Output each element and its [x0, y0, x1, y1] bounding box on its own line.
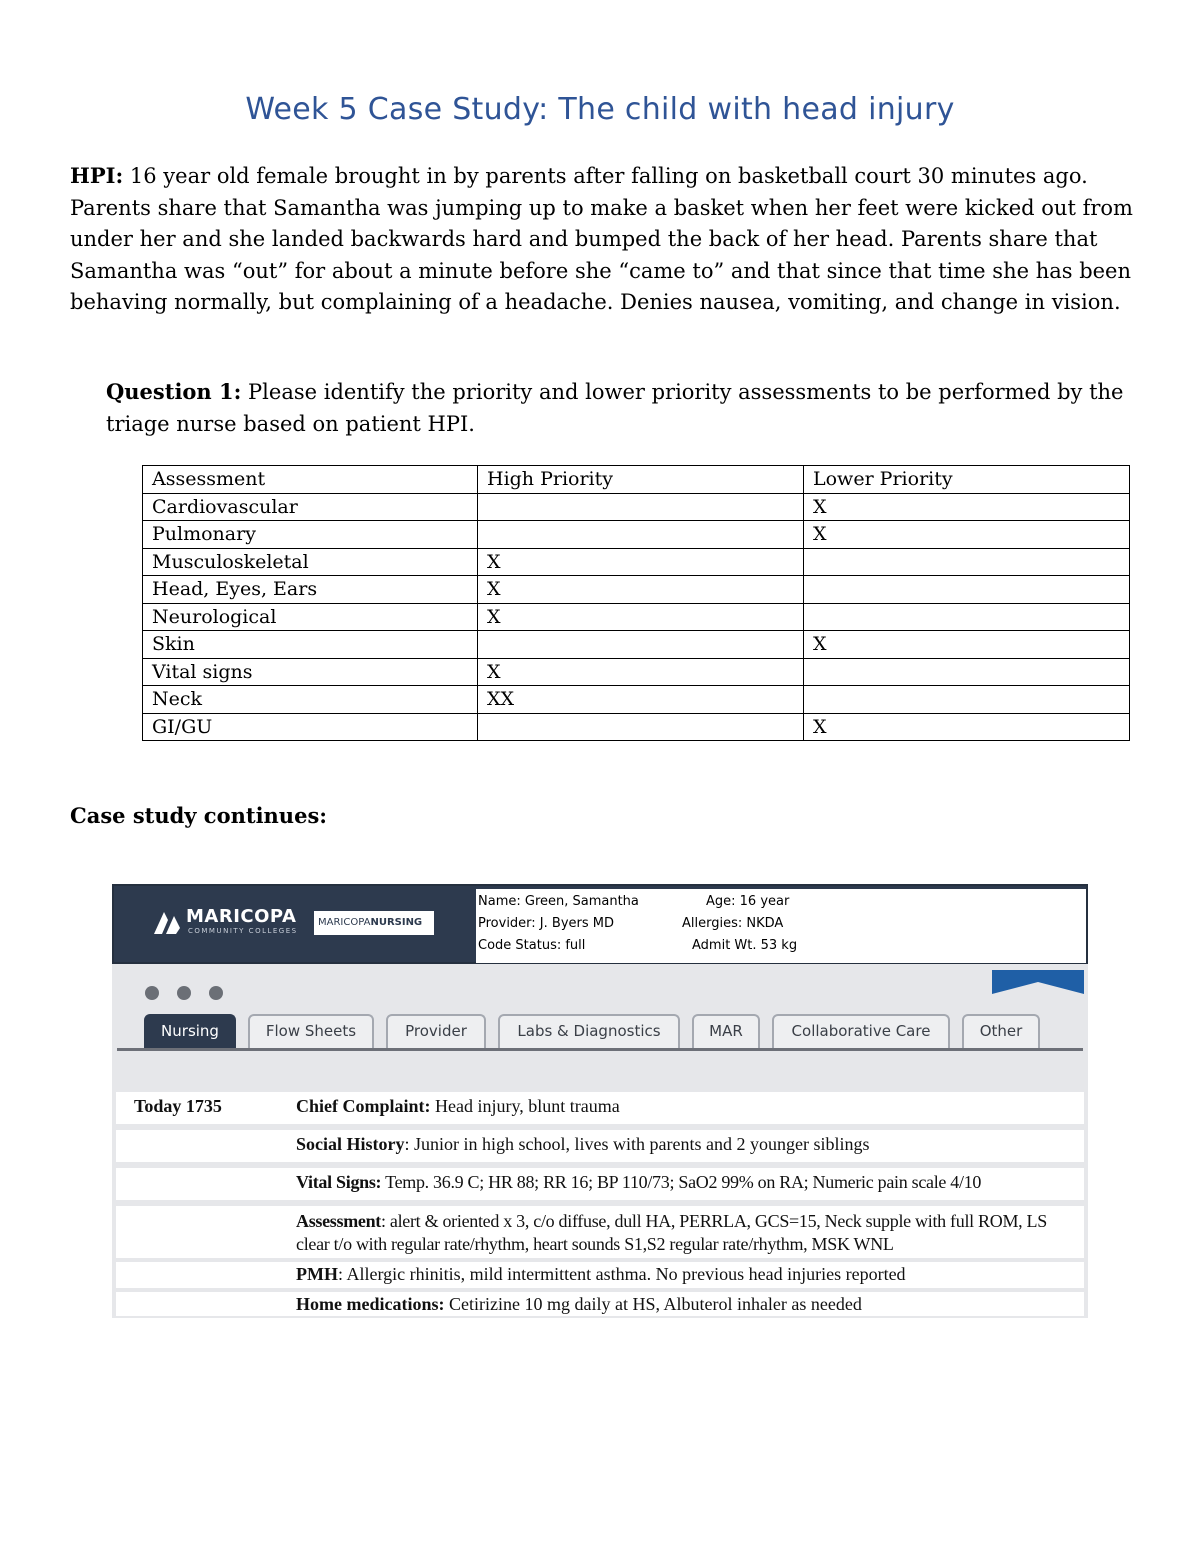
note-label: PMH	[296, 1264, 338, 1284]
table-row	[143, 631, 1130, 659]
bookmark-ribbon-icon	[992, 970, 1084, 994]
table-row	[143, 713, 1130, 741]
tab-nursing[interactable]: Nursing	[144, 1014, 236, 1048]
table-cell	[804, 686, 1130, 714]
note-row-vital-signs	[116, 1168, 1084, 1200]
table-cell: X	[478, 658, 804, 686]
question-1-label: Question 1:	[106, 379, 242, 404]
patient-provider: Provider: J. Byers MD	[478, 916, 614, 931]
note-label: Home medications:	[296, 1294, 445, 1314]
table-cell: X	[478, 603, 804, 631]
table-header: Lower Priority	[804, 466, 1130, 494]
patient-banner	[476, 889, 1086, 963]
table-row	[143, 576, 1130, 604]
hpi-label: HPI:	[70, 163, 124, 188]
dot-icon	[209, 986, 223, 1000]
case-study-continues-heading: Case study continues:	[70, 803, 328, 828]
note-label: Social History	[296, 1134, 405, 1154]
table-cell: Pulmonary	[143, 521, 478, 549]
table-cell	[804, 658, 1130, 686]
table-cell: GI/GU	[143, 713, 478, 741]
table-cell: Skin	[143, 631, 478, 659]
ehr-header	[112, 884, 1088, 964]
patient-allergies: Allergies: NKDA	[682, 916, 784, 931]
assessment-priority-table	[142, 465, 1130, 741]
question-1	[106, 376, 1126, 440]
page-title: Week 5 Case Study: The child with head injury	[245, 92, 955, 127]
note-content	[276, 1262, 1084, 1288]
note-row-pmh	[116, 1262, 1084, 1288]
note-row-assessment	[116, 1206, 1084, 1258]
table-row	[143, 658, 1130, 686]
table-header: High Priority	[478, 466, 804, 494]
note-time-cell	[116, 1092, 272, 1124]
table-cell: Vital signs	[143, 658, 478, 686]
table-row	[143, 603, 1130, 631]
note-text: : Junior in high school, lives with parents and 2 younger siblings	[404, 1134, 870, 1154]
window-dots	[145, 985, 241, 1004]
table-cell	[478, 521, 804, 549]
note-time: Today 1735	[134, 1096, 222, 1116]
tab-labs-diagnostics[interactable]: Labs & Diagnostics	[498, 1014, 680, 1048]
patient-admit-weight: Admit Wt. 53 kg	[692, 938, 798, 953]
note-text: : alert & oriented x 3, c/o diffuse, dull HA, PERRLA, GCS=15, Neck supple with full ROM, LS clear t/o with regular rate/rhythm, heart sounds S1,S2 regular rate/rhythm, MSK WNL	[296, 1211, 1047, 1254]
note-label: Vital Signs:	[296, 1172, 382, 1192]
badge-light-text: MARICOPA	[318, 917, 371, 928]
table-cell: X	[478, 576, 804, 604]
note-row-home-medications	[116, 1292, 1084, 1316]
table-cell: Musculoskeletal	[143, 548, 478, 576]
note-label: Assessment	[296, 1211, 381, 1231]
note-text: Cetirizine 10 mg daily at HS, Albuterol inhaler as needed	[444, 1294, 862, 1314]
logo-subtitle: COMMUNITY COLLEGES	[188, 927, 298, 935]
table-cell: Neck	[143, 686, 478, 714]
patient-age: Age: 16 year	[706, 894, 790, 909]
table-cell: X	[804, 713, 1130, 741]
ehr-screenshot	[112, 884, 1088, 1318]
note-text: Temp. 36.9 C; HR 88; RR 16; BP 110/73; SaO2 99% on RA; Numeric pain scale 4/10	[381, 1172, 982, 1192]
table-cell	[478, 631, 804, 659]
tab-other[interactable]: Other	[962, 1014, 1040, 1048]
hpi-text: 16 year old female brought in by parents after falling on basketball court 30 minutes ago. Parents share that Samantha was jumping up to make a basket when her feet were kicked out from under her and she landed backwards hard and bumped the back of her head. Parents share that Samantha was “out” for about a minute before she “came to” and that since that time she has been behaving normally, but complaining of a headache. Denies nausea, vomiting, and change in vision.	[70, 164, 1133, 314]
table-cell	[804, 576, 1130, 604]
note-text: : Allergic rhinitis, mild intermittent asthma. No previous head injuries reported	[338, 1264, 906, 1284]
note-row-chief-complaint	[116, 1092, 1084, 1124]
tab-provider[interactable]: Provider	[386, 1014, 486, 1048]
table-cell: X	[804, 521, 1130, 549]
table-row	[143, 548, 1130, 576]
note-label: Chief Complaint:	[296, 1096, 431, 1116]
table-cell: X	[804, 631, 1130, 659]
table-row	[143, 686, 1130, 714]
patient-name: Name: Green, Samantha	[478, 894, 639, 909]
table-cell: Neurological	[143, 603, 478, 631]
badge-bold-text: NURSING	[370, 917, 423, 928]
table-header: Assessment	[143, 466, 478, 494]
table-cell	[804, 603, 1130, 631]
note-content	[276, 1292, 1084, 1316]
note-row-social-history	[116, 1130, 1084, 1162]
note-text: Head injury, blunt trauma	[430, 1096, 620, 1116]
dot-icon	[145, 986, 159, 1000]
nursing-badge	[314, 911, 434, 935]
table-cell	[478, 493, 804, 521]
table-cell: Head, Eyes, Ears	[143, 576, 478, 604]
note-time-cell	[116, 1292, 272, 1316]
tab-divider	[117, 1048, 1083, 1051]
note-time-cell	[116, 1262, 272, 1288]
note-content	[276, 1092, 1084, 1124]
table-cell	[478, 713, 804, 741]
note-content	[276, 1130, 1084, 1162]
patient-code-status: Code Status: full	[478, 938, 586, 953]
note-time-cell	[116, 1168, 272, 1200]
table-row	[143, 493, 1130, 521]
note-time-cell	[116, 1206, 272, 1258]
logo-text: MARICOPA	[186, 906, 297, 927]
table-cell: XX	[478, 686, 804, 714]
table-header-row	[143, 466, 1130, 494]
table-row	[143, 521, 1130, 549]
table-cell: X	[804, 493, 1130, 521]
table-cell	[804, 548, 1130, 576]
hpi-paragraph	[70, 160, 1140, 319]
maricopa-logo-icon	[152, 908, 182, 938]
note-content	[276, 1168, 1084, 1200]
question-1-text: Please identify the priority and lower priority assessments to be performed by the triage nurse based on patient HPI.	[106, 380, 1124, 436]
table-cell: Cardiovascular	[143, 493, 478, 521]
tab-collaborative-care[interactable]: Collaborative Care	[772, 1014, 950, 1048]
tab-flow-sheets[interactable]: Flow Sheets	[248, 1014, 374, 1048]
dot-icon	[177, 986, 191, 1000]
table-cell: X	[478, 548, 804, 576]
tab-mar[interactable]: MAR	[692, 1014, 760, 1048]
note-content	[276, 1206, 1084, 1258]
note-time-cell	[116, 1130, 272, 1162]
